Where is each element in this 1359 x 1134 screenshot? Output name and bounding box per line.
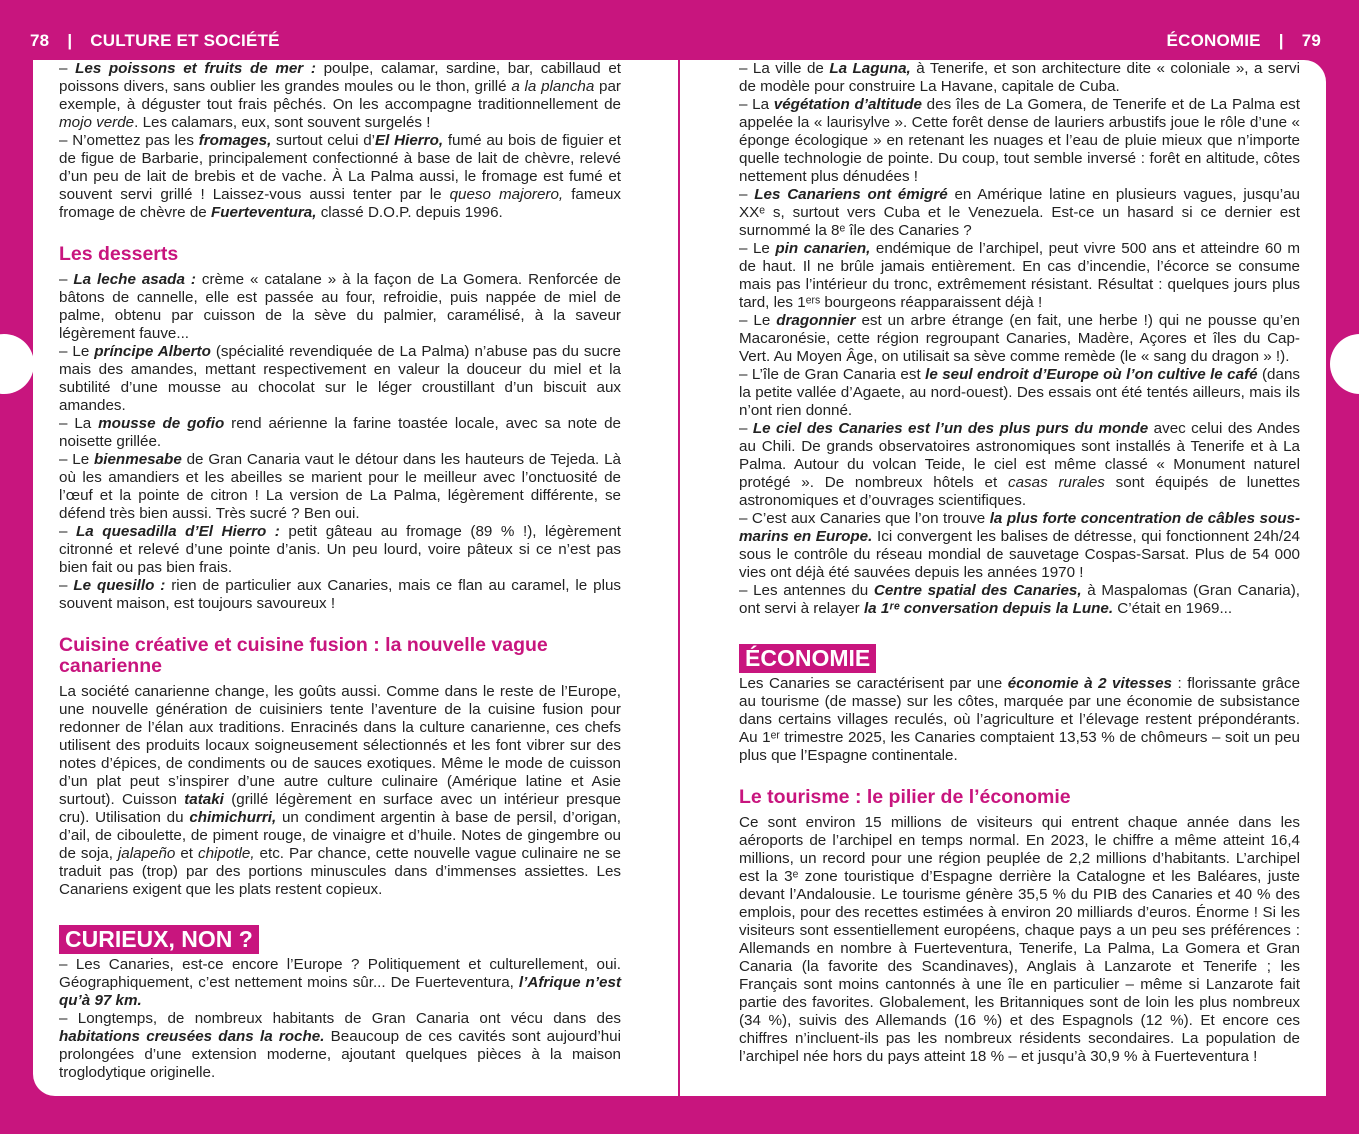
emphasis-text: la 1ʳᵉ conversation depuis la Lune. xyxy=(863,600,1114,617)
body-text: (grillé légèrement en surface avec un intérieur presque cru). Utilisation du xyxy=(59,791,621,826)
left-thumb-tab xyxy=(0,334,34,394)
body-text: C’était en 1969... xyxy=(1113,600,1233,617)
body-text: – xyxy=(739,186,755,203)
body-text: etc. Par chance, cette nouvelle vague culinaire ne se traduit pas (trop) par des portions minuscules dans d’immenses assiettes. Les Canariens exigent que les plats restent copieux. xyxy=(59,845,621,898)
paragraph xyxy=(739,60,1300,96)
emphasis-text: príncipe Alberto xyxy=(94,343,211,360)
body-text: – La ville de xyxy=(739,60,830,77)
curieux-heading: CURIEUX, NON ? xyxy=(59,925,259,954)
body-text: un condiment argentin à base de persil, d’origan, d’ail, de ciboulette, de piment rouge, de vinaigre et d’huile. Notes de gingembre ou de soja, xyxy=(59,809,622,862)
emphasis-text: fromages, xyxy=(198,132,272,149)
body-text: – Le xyxy=(59,451,94,468)
emphasis-text: pin canarien, xyxy=(775,240,871,257)
emphasis-text: queso majorero, xyxy=(449,186,564,203)
paragraph xyxy=(739,186,1300,240)
body-text: endémique de l’archipel, peut vivre 500 ans et atteindre 60 m de haut. Il ne brûle jamais entièrement. En cas d’incendie, l’écorce se consume mais pas l’intérieur du tronc, extrêmement résistant. Résultat : quelques jours plus tard, les 1ᵉʳˢ bourgeons réapparaissent déjà ! xyxy=(739,240,1300,311)
paragraph xyxy=(59,415,621,451)
paragraph xyxy=(59,271,621,343)
seafood-cheese-section xyxy=(59,60,621,222)
paragraph xyxy=(739,96,1300,186)
right-column xyxy=(739,60,1300,1066)
left-section-title: CULTURE ET SOCIÉTÉ xyxy=(90,31,280,50)
paragraph xyxy=(59,132,621,222)
body-text: – xyxy=(59,60,76,77)
fusion-text xyxy=(59,683,621,899)
body-text: – L’île de Gran Canaria est xyxy=(739,366,926,383)
tourisme-text xyxy=(739,814,1300,1066)
body-text: et xyxy=(175,845,198,862)
body-text: est un arbre étrange (en fait, une herbe !) qui ne pousse qu’en Macaronésie, cette région regroupant Canaries, Madère, Açores et îles du Cap-Vert. Au Moyen Âge, on utilisait sa sève comme remède (le « sang du dragon » !). xyxy=(739,312,1300,365)
emphasis-text: chimichurri, xyxy=(189,809,277,826)
emphasis-text: Les Canariens ont émigré xyxy=(754,186,948,203)
body-text: – xyxy=(59,523,77,540)
paragraph xyxy=(739,675,1300,765)
header-separator: | xyxy=(67,31,73,50)
paragraph xyxy=(59,451,621,523)
emphasis-text: El Hierro, xyxy=(375,132,444,149)
emphasis-text: mojo verde xyxy=(59,114,135,131)
body-text: Ici convergent les balises de détresse, qui fonctionnent 24h/24 sous le contrôle du réseau mondial de sauvetage Cospas-Sarsat. Plus de 54 000 vies ont déjà été sauvées depuis les années 1970 ! xyxy=(739,528,1300,581)
desserts-list xyxy=(59,271,621,613)
emphasis-text: végétation d’altitude xyxy=(773,96,922,113)
body-text: classé D.O.P. depuis 1996. xyxy=(316,204,503,221)
header-separator: | xyxy=(1278,31,1284,50)
body-text: – xyxy=(59,271,74,288)
right-page-number: 79 xyxy=(1301,31,1321,50)
body-text: fumé au bois de figuier et de figue de Barbarie, principalement confectionné à base de lait de chèvre, relevé d’un peu de lait de brebis et de vache. À La Palma aussi, le fromage est fumé et souvent servi grillé ! Laissez-vous aussi tenter par le xyxy=(59,132,621,203)
emphasis-text: habitations creusées dans la roche. xyxy=(59,1028,325,1045)
body-text: par exemple, à déguster tout frais pêchés. On les accompagne traditionnellement de xyxy=(59,78,621,113)
body-text: Beaucoup de ces cavités sont aujourd’hui prolongées d’une extension moderne, ajoutant quelques pièces à la maison troglodytique originelle. xyxy=(59,1028,621,1081)
emphasis-text: Le quesillo : xyxy=(73,577,166,594)
paragraph xyxy=(59,523,621,577)
economie-text xyxy=(739,675,1300,765)
body-text: – Le xyxy=(739,312,777,329)
right-thumb-tab xyxy=(1330,334,1359,394)
curieux-list xyxy=(59,956,621,1082)
left-column xyxy=(59,60,621,1082)
body-text: – C’est aux Canaries que l’on trouve xyxy=(739,510,990,527)
emphasis-text: dragonnier xyxy=(776,312,856,329)
right-page-header xyxy=(1167,24,1321,58)
body-text: – xyxy=(739,420,753,437)
body-text: des îles de La Gomera, de Tenerife et de La Palma est appelée la « laurisylve ». Cette forêt dense de lauriers arbustifs joue le rôle d’une « éponge écologique » en retenant les nuages et l’eau de pluie mieux que n’importe quelle technologie de pointe. Du coup, tout semble inversé : forêt en altitude, côtes nettement plus dénudées ! xyxy=(739,96,1300,185)
emphasis-text: Le ciel des Canaries est l’un des plus purs du monde xyxy=(752,420,1149,437)
body-text: : florissante grâce au tourisme (de masse) sur les côtes, marquée par une économie de subsistance dans certains villages reculés, où l’agriculture et l’élevage restent prépondérants. Au 1ᵉʳ trimestre 2025, les Canaries comptaient 13,53 % de chômeurs – soit un peu plus que l’Espagne continentale. xyxy=(739,675,1301,764)
body-text: surtout celui d’ xyxy=(271,132,376,149)
desserts-heading: Les desserts xyxy=(59,243,179,265)
emphasis-text: a la plancha xyxy=(511,78,595,95)
left-page-header xyxy=(30,24,280,58)
paragraph xyxy=(59,60,621,132)
body-text: . Les calamars, eux, sont souvent surgelés ! xyxy=(134,114,431,131)
emphasis-text: bienmesabe xyxy=(93,451,182,468)
paragraph xyxy=(739,510,1300,582)
emphasis-text: La quesadilla d’El Hierro : xyxy=(76,523,280,540)
curieux-continued-list xyxy=(739,60,1300,618)
body-text: La société canarienne change, les goûts aussi. Comme dans le reste de l’Europe, une nouvelle génération de cuisiniers tente l’aventure de la cuisine fusion pour redonner de l’élan aux traditions. Enracinés dans la culture canarienne, ces chefs utilisent des produits locaux soigneusement sélectionnés et les font vibrer sur des notes d’épices, de condiments ou de sauces exotiques. Même le mode de cuisson d’un plat peut s’inspirer d’une autre culture culinaire (Amérique latine et Asie surtout). Cuisson xyxy=(59,683,621,808)
body-text: – Les antennes du xyxy=(739,582,874,599)
emphasis-text: Les poissons et fruits de mer : xyxy=(75,60,316,77)
body-text: Les Canaries se caractérisent par une xyxy=(739,675,1008,692)
body-text: Ce sont environ 15 millions de visiteurs qui entrent chaque année dans les aéroports de l’archipel en temps normal. En 2023, le chiffre a même atteint 16,4 millions, un record pour une région peuplée de 2,2 millions d’habitants. L’archipel est la 3ᵉ zone touristique d’Espagne derrière la Catalogne et les Baléares, juste devant l’Andalousie. Le tourisme génère 35,5 % du PIB des Canaries et 40 % des emplois, pour des recettes estimées à environ 20 milliards d’euros. Énorme ! Si les visiteurs sont essentiellement européens, chaque pays a un peu ses préférences : Allemands en nombre à Fuerteventura, Tenerife, La Palma, La Gomera et Gran Canaria (la favorite des Scandinaves), Anglais à Lanzarote et Tenerife ; les Français sont moins cantonnés à une île en particulier – même si Lanzarote fait partie des favorites. Globalement, les Britanniques sont de loin les plus nombreux (34 %), suivis des Allemands (16 %) et des Espagnols (12 %). Et encore ces chiffres n’incluent-ils pas les nombreux résidents secondaires. La population de l’archipel née hors du pays atteint 18 % – et jusqu’à 30,9 % à Fuerteventura ! xyxy=(739,814,1300,1065)
emphasis-text: l’Afrique n’est qu’à 97 km. xyxy=(59,974,622,1009)
emphasis-text: La leche asada : xyxy=(73,271,196,288)
emphasis-text: jalapeño xyxy=(117,845,176,862)
emphasis-text: économie à 2 vitesses xyxy=(1007,675,1173,692)
emphasis-text: Centre spatial des Canaries, xyxy=(873,582,1082,599)
body-text: sont équipés de lunettes astronomiques et d’ouvrages scientifiques. xyxy=(739,474,1301,509)
left-page-number: 78 xyxy=(30,31,50,50)
economie-heading: ÉCONOMIE xyxy=(739,644,876,673)
paragraph xyxy=(59,683,621,899)
right-section-title: ÉCONOMIE xyxy=(1166,31,1261,50)
paragraph xyxy=(739,582,1300,618)
body-text: (spécialité revendiquée de La Palma) n’abuse pas du sucre mais des amandes, mettant respectivement en valeur la douceur du miel et la subtilité d’une mousse au chocolat sur le léger croustillant d’un biscuit aux amandes. xyxy=(59,343,622,414)
emphasis-text: le seul endroit d’Europe où l’on cultive le café xyxy=(925,366,1258,383)
paragraph xyxy=(739,366,1300,420)
body-text: fameux fromage de chèvre de xyxy=(59,186,621,221)
body-text: à Tenerife, et son architecture dite « coloniale », a servi de modèle pour construire La Havane, capitale de Cuba. xyxy=(739,60,1300,95)
body-text: – xyxy=(59,577,74,594)
emphasis-text: casas rurales xyxy=(1008,474,1105,491)
paragraph xyxy=(739,240,1300,312)
paragraph xyxy=(59,577,621,613)
tourisme-heading: Le tourisme : le pilier de l’économie xyxy=(739,786,1071,808)
emphasis-text: La Laguna, xyxy=(829,60,911,77)
body-text: crème « catalane » à la façon de La Gomera. Renforcée de bâtons de cannelle, elle est passée au four, refroidie, puis nappée de miel de palme, obtenu par cuisson de la sève du palmier, caramélisé, à la saveur légèrement fauve... xyxy=(59,271,621,342)
body-text: de Gran Canaria vaut le détour dans les hauteurs de Tejeda. Là où les amandiers et les abeilles se marient pour le meilleur avec l’onctuosité de l’œuf et la pointe de citron ! La version de La Palma, légèrement différente, se défend très bien aussi. Très sucré ? Ben oui. xyxy=(59,451,621,522)
body-text: à Maspalomas (Gran Canaria), ont servi à relayer xyxy=(739,582,1300,617)
body-text: en Amérique latine en plusieurs vagues, jusqu’au XXᵉ s, surtout vers Cuba et le Venezuela. Est-ce un hasard si ce dernier est surnommé la 8ᵉ île des Canaries ? xyxy=(739,186,1301,239)
body-text: avec celui des Andes au Chili. De grands observatoires astronomiques sont installés à Tenerife et à La Palma. Autour du volcan Teide, le ciel est même classé « Monument naturel protégé ». De nombreux hôtels et xyxy=(739,420,1301,491)
body-text: – Longtemps, de nombreux habitants de Gran Canaria ont vécu dans des xyxy=(59,1010,621,1027)
emphasis-text: la plus forte concentration de câbles sous-marins en Europe. xyxy=(739,510,1300,545)
body-text: (dans la petite vallée d’Agaete, au nord-ouest). Des essais ont été tentés ailleurs, mais ils n’ont rien donné. xyxy=(739,366,1300,419)
body-text: rien de particulier aux Canaries, mais ce flan au caramel, le plus souvent maison, est toujours savoureux ! xyxy=(59,577,621,612)
body-text: – Les Canaries, est-ce encore l’Europe ? Politiquement et culturellement, oui. Géographiquement, c’est nettement moins sûr... De Fuerteventura, xyxy=(59,956,621,991)
paragraph xyxy=(59,1010,621,1082)
paragraph xyxy=(739,312,1300,366)
paragraph xyxy=(59,343,621,415)
emphasis-text: mousse de gofio xyxy=(98,415,225,432)
emphasis-text: tataki xyxy=(184,791,224,808)
body-text: – La xyxy=(739,96,774,113)
body-text: rend aérienne la farine toastée locale, avec sa note de noisette grillée. xyxy=(59,415,621,450)
paragraph xyxy=(59,956,621,1010)
body-text: – N’omettez pas les xyxy=(59,132,199,149)
body-text: – Le xyxy=(59,343,95,360)
body-text: petit gâteau au fromage (89 % !), légèrement citronné et relevé d’une pointe d’anis. Un peu lourd, voire pâteux si ce n’est pas bien fait ou pas bien frais. xyxy=(59,523,622,576)
body-text: poulpe, calamar, sardine, bar, cabillaud et poissons divers, sans oublier les grandes moules ou le thon, grillé xyxy=(59,60,621,95)
body-text: – La xyxy=(59,415,99,432)
body-text: – Le xyxy=(739,240,776,257)
emphasis-text: Fuerteventura, xyxy=(210,204,317,221)
paragraph xyxy=(739,814,1300,1066)
fusion-heading: Cuisine créative et cuisine fusion : la nouvelle vague canarienne xyxy=(59,634,548,677)
emphasis-text: chipotle, xyxy=(197,845,255,862)
paragraph xyxy=(739,420,1300,510)
